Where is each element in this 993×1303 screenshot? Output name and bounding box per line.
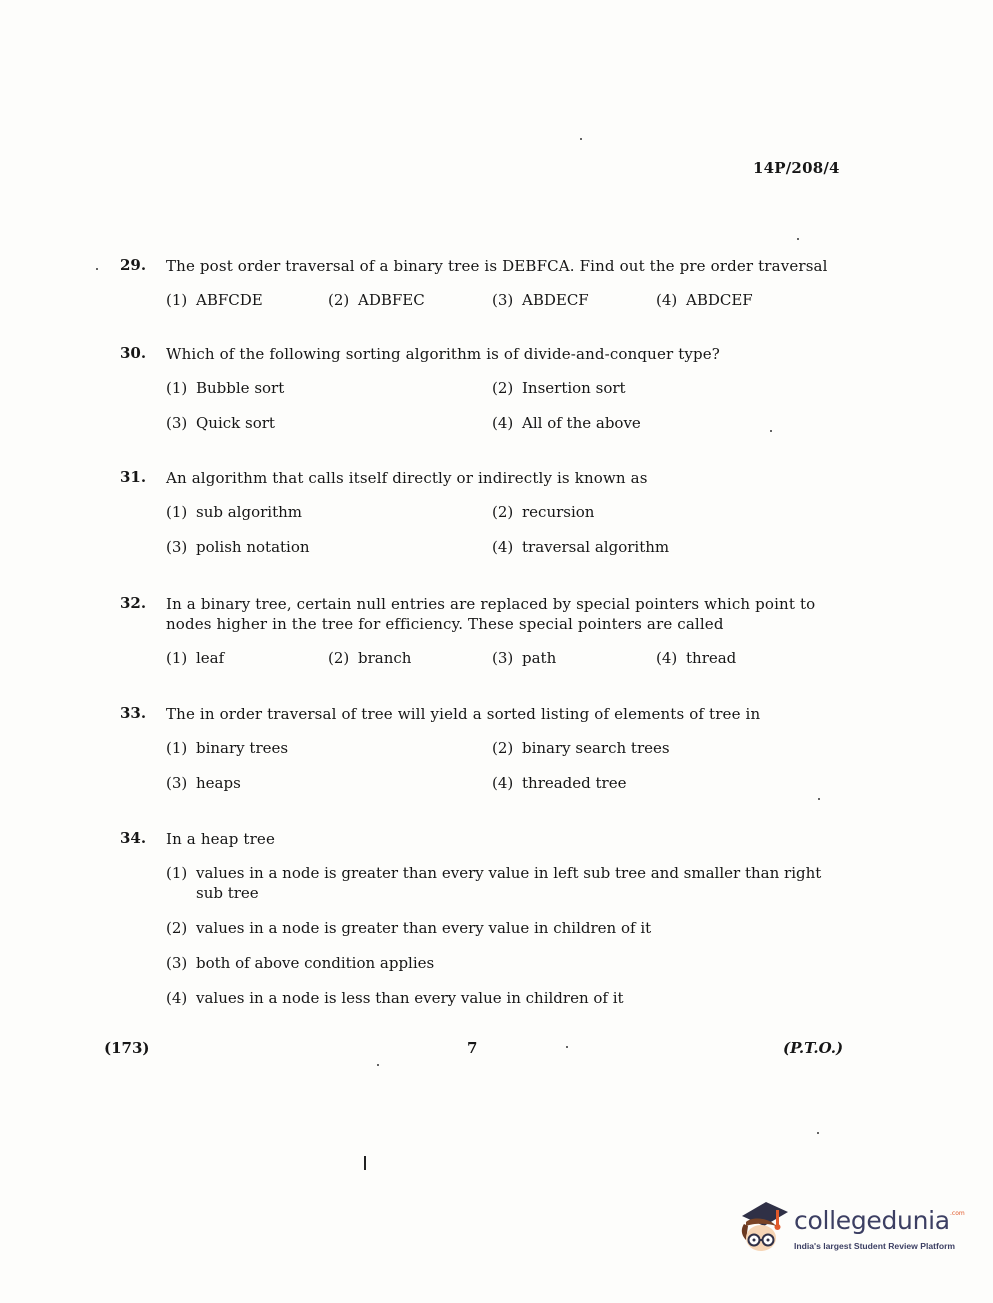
option-1: (1) sub algorithm xyxy=(166,503,302,521)
option-2: (2) values in a node is greater than every value in children of it xyxy=(166,919,652,937)
option-1: (1) values in a node is greater than every value in left sub tree and smaller than right sub tree xyxy=(166,864,822,902)
scan-speck xyxy=(817,1132,819,1134)
question-31 xyxy=(120,468,840,557)
options xyxy=(166,863,840,1008)
options xyxy=(166,378,840,433)
options xyxy=(166,738,840,793)
option-4: (4) All of the above xyxy=(492,414,641,432)
option-2: (2) binary search trees xyxy=(492,739,670,757)
page-number: 7 xyxy=(467,1039,478,1057)
scan-speck xyxy=(377,1064,379,1066)
option-4: (4) ABDCEF xyxy=(656,291,753,309)
option-3: (3) Quick sort xyxy=(166,414,275,432)
option-4: (4) values in a node is less than every value in children of it xyxy=(166,989,624,1007)
option-2: (2) ADBFEC xyxy=(328,291,425,309)
option-2: (2) Insertion sort xyxy=(492,379,626,397)
question-30 xyxy=(120,344,840,433)
question-number: 29. xyxy=(120,256,147,274)
question-number: 34. xyxy=(120,829,147,847)
scan-speck xyxy=(96,268,98,270)
logo-tagline: India's largest Student Review Platform xyxy=(794,1241,956,1251)
mascot-icon xyxy=(736,1196,794,1256)
scan-speck xyxy=(797,238,799,240)
question-32 xyxy=(120,594,840,667)
scan-mark xyxy=(364,1156,366,1170)
question-29 xyxy=(120,256,840,309)
question-number: 30. xyxy=(120,344,147,362)
option-1: (1) leaf xyxy=(166,649,225,667)
question-text: An algorithm that calls itself directly or indirectly is known as xyxy=(166,469,648,487)
question-33 xyxy=(120,704,840,793)
please-turn-over: (P.T.O.) xyxy=(783,1039,844,1057)
option-3: (3) path xyxy=(492,649,557,667)
logo-domain-suffix: .com xyxy=(950,1210,965,1217)
question-text: In a binary tree, certain null entries are replaced by special pointers which point to nodes higher in the tree for efficiency. These special pointers are called xyxy=(166,595,816,633)
scan-speck xyxy=(818,798,820,800)
option-3: (3) polish notation xyxy=(166,538,310,556)
option-3: (3) heaps xyxy=(166,774,241,792)
option-1: (1) binary trees xyxy=(166,739,289,757)
option-1: (1) Bubble sort xyxy=(166,379,285,397)
option-4: (4) traversal algorithm xyxy=(492,538,670,556)
option-1: (1) ABFCDE xyxy=(166,291,263,309)
option-2: (2) recursion xyxy=(492,503,595,521)
collegedunia-logo xyxy=(736,1196,966,1260)
option-3: (3) both of above condition applies xyxy=(166,954,435,972)
question-text: The in order traversal of tree will yield a sorted listing of elements of tree in xyxy=(166,705,761,723)
options xyxy=(166,502,840,557)
logo-wordmark: collegedunia xyxy=(794,1206,950,1235)
option-4: (4) threaded tree xyxy=(492,774,627,792)
question-text: The post order traversal of a binary tree is DEBFCA. Find out the pre order traversal xyxy=(166,257,828,275)
option-3: (3) ABDECF xyxy=(492,291,589,309)
question-34 xyxy=(120,829,840,1008)
question-text: In a heap tree xyxy=(166,830,275,848)
paper-series-code: (173) xyxy=(104,1039,150,1057)
question-number: 31. xyxy=(120,468,147,486)
scan-speck xyxy=(566,1046,568,1048)
question-text: Which of the following sorting algorithm is of divide-and-conquer type? xyxy=(166,345,720,363)
question-number: 32. xyxy=(120,594,147,612)
question-number: 33. xyxy=(120,704,147,722)
option-4: (4) thread xyxy=(656,649,737,667)
scan-speck xyxy=(770,430,772,432)
option-2: (2) branch xyxy=(328,649,412,667)
paper-code: 14P/208/4 xyxy=(753,159,840,177)
scan-speck xyxy=(580,138,582,140)
